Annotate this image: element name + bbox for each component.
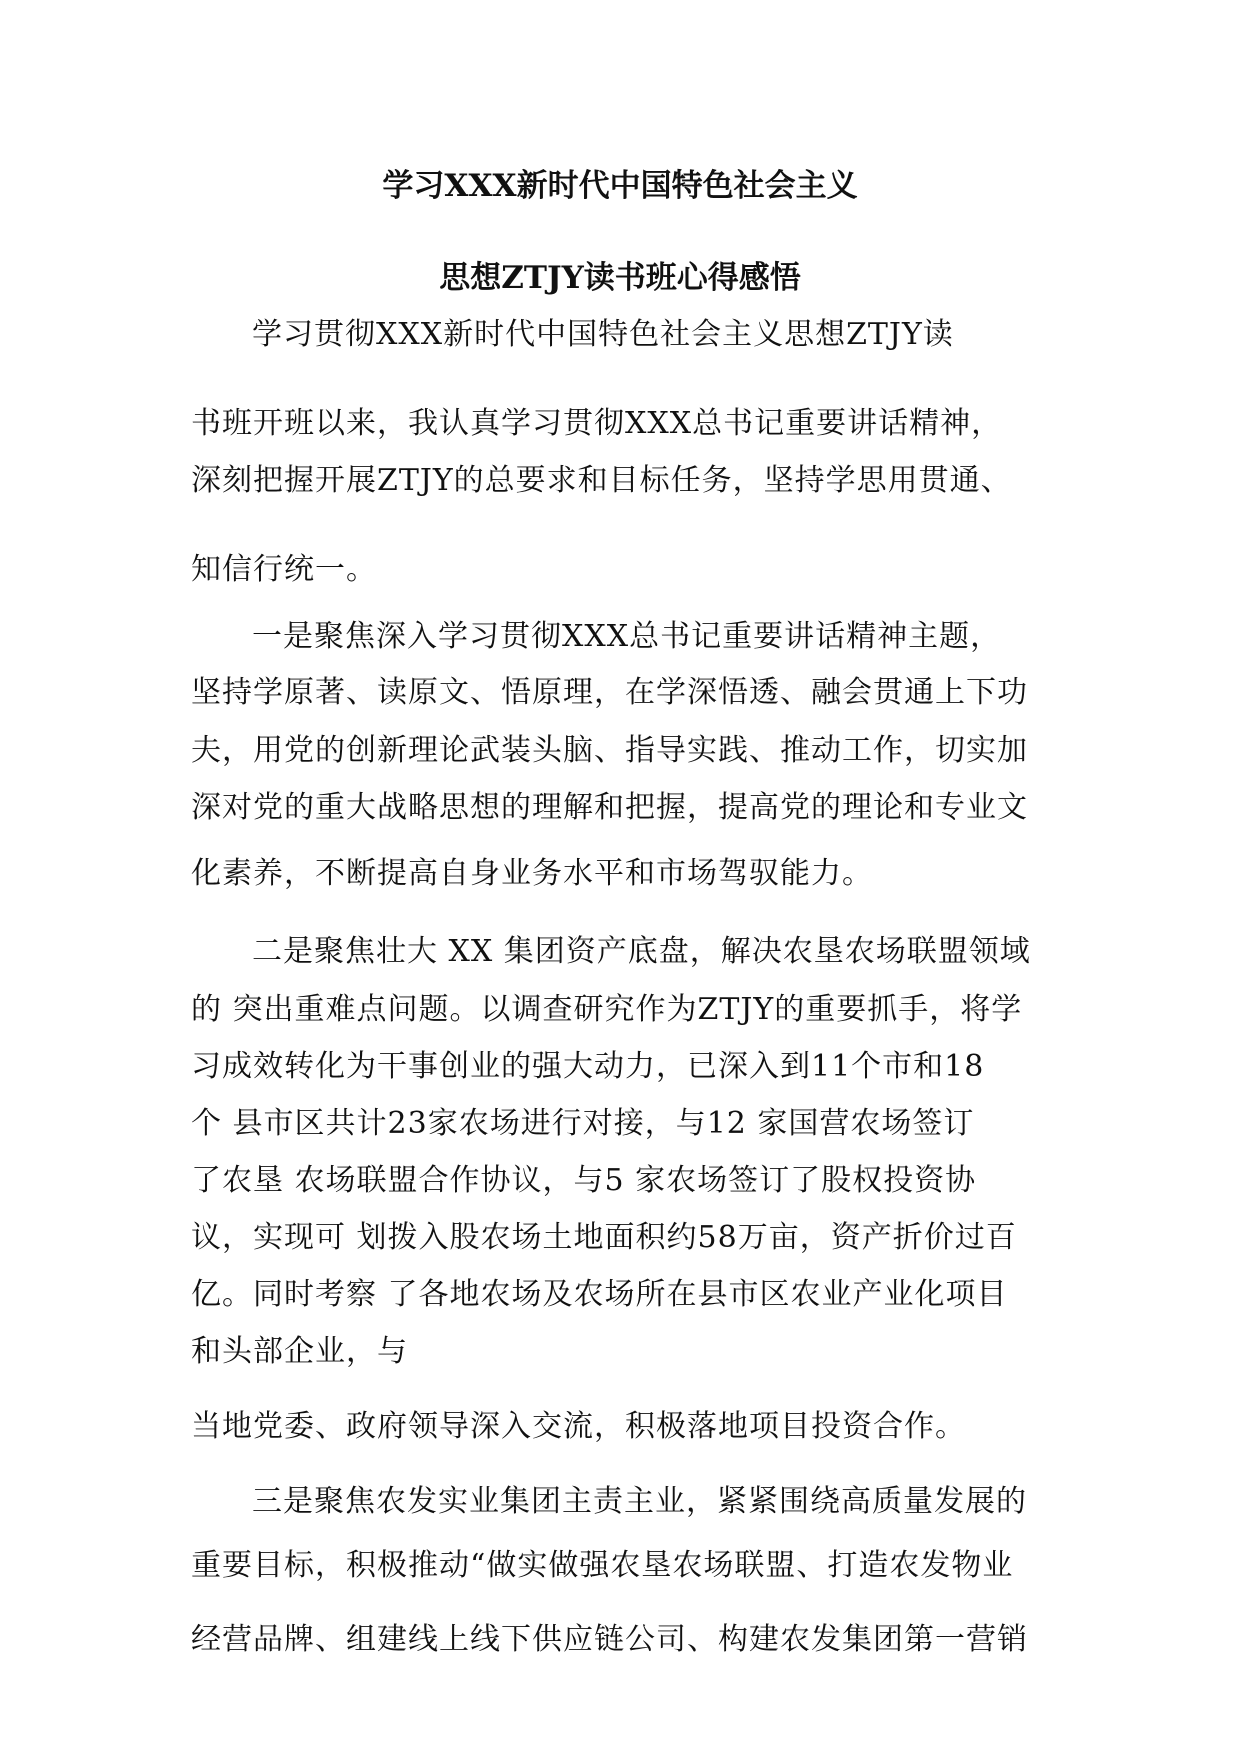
body-line: 了农垦 农场联盟合作协议，与5 家农场签订了股权投资协 <box>191 1163 977 1198</box>
body-line: 化素养，不断提高自身业务水平和市场驾驭能力。 <box>191 856 873 891</box>
body-line: 个 县市区共计23家农场进行对接，与12 家国营农场签订 <box>191 1106 975 1141</box>
body-line: 知信行统一。 <box>191 552 377 587</box>
body-line: 二是聚焦壮大 XX 集团资产底盘，解决农垦农场联盟领域 <box>252 934 1031 969</box>
body-line: 的 突出重难点问题。以调查研究作为ZTJY的重要抓手，将学 <box>191 992 1023 1027</box>
body-line: 坚持学原著、读原文、悟原理，在学深悟透、融会贯通上下功 <box>191 675 1028 710</box>
body-line: 重要目标，积极推动“做实做强农垦农场联盟、打造农发物业 <box>191 1548 1014 1583</box>
body-line: 和头部企业，与 <box>191 1334 408 1369</box>
document-title-line-1: 学习XXX新时代中国特色社会主义 <box>382 168 858 204</box>
body-line: 学习贯彻XXX新时代中国特色社会主义思想ZTJY读 <box>252 317 954 352</box>
body-line: 书班开班以来，我认真学习贯彻XXX总书记重要讲话精神， <box>191 406 1003 441</box>
body-line: 深对党的重大战略思想的理解和把握，提高党的理论和专业文 <box>191 790 1028 825</box>
body-line: 一是聚焦深入学习贯彻XXX总书记重要讲话精神主题， <box>252 619 1002 654</box>
body-line: 议，实现可 划拨入股农场土地面积约58万亩，资产折价过百 <box>191 1220 1017 1255</box>
body-line: 深刻把握开展ZTJY的总要求和目标任务，坚持学思用贯通、 <box>191 463 1012 498</box>
body-line: 经营品牌、组建线上线下供应链公司、构建农发集团第一营销 <box>191 1622 1028 1657</box>
body-line: 三是聚焦农发实业集团主责主业，紧紧围绕高质量发展的 <box>252 1484 1027 1519</box>
body-line: 当地党委、政府领导深入交流，积极落地项目投资合作。 <box>191 1409 966 1444</box>
body-line: 夫，用党的创新理论武装头脑、指导实践、推动工作，切实加 <box>191 733 1028 768</box>
body-line: 习成效转化为干事创业的强大动力，已深入到11个市和18 <box>191 1049 985 1084</box>
document-title-line-2: 思想ZTJY读书班心得感悟 <box>439 260 801 296</box>
body-line: 亿。同时考察 了各地农场及农场所在县市区农业产业化项目 <box>191 1277 1008 1312</box>
